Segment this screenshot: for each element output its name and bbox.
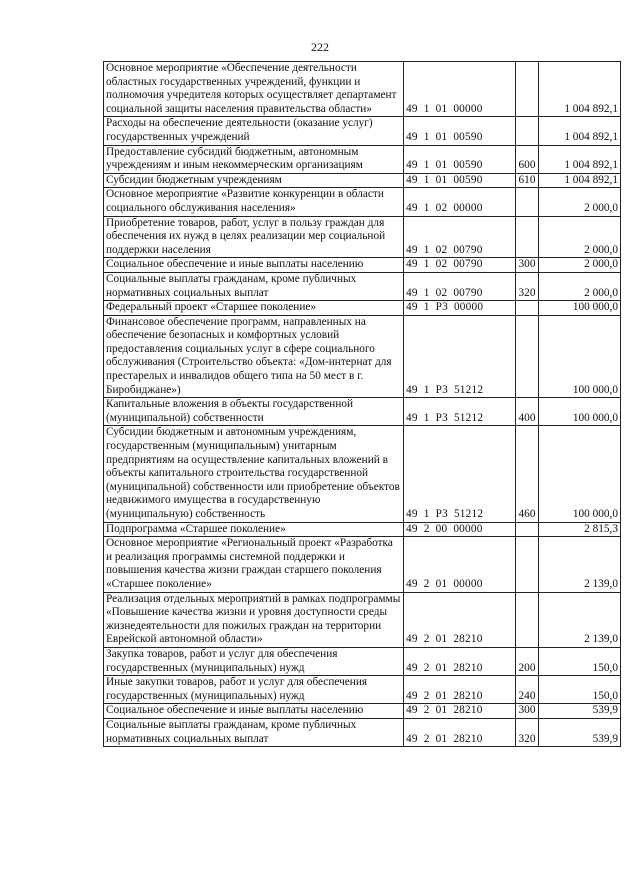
row-vr: [516, 216, 539, 258]
row-name: Социальное обеспечение и иные выплаты населению: [104, 258, 404, 273]
row-vr: [516, 62, 539, 117]
row-name: Приобретение товаров, работ, услуг в пользу граждан для обеспечения их нужд в целях реализации мер социальной поддержки населения: [104, 216, 404, 258]
row-vr: 300: [516, 258, 539, 273]
row-name: Социальное обеспечение и иные выплаты населению: [104, 704, 404, 719]
row-vr: 610: [516, 173, 539, 188]
row-code: 49 1 02 00000: [404, 188, 516, 216]
row-amount: 150,0: [539, 676, 621, 704]
row-code: 49 1 P3 51212: [404, 426, 516, 522]
row-name: Субсидии бюджетным учреждениям: [104, 173, 404, 188]
row-name: Реализация отдельных мероприятий в рамках подпрограммы «Повышение качества жизни и уровня доступности среды жизнедеятельности для пожилых граждан на территории Еврейской автономной области»: [104, 592, 404, 647]
row-code: 49 2 01 00000: [404, 537, 516, 592]
table-row: [104, 301, 621, 316]
table-row: [104, 272, 621, 300]
row-amount: 100 000,0: [539, 426, 621, 522]
row-name: Предоставление субсидий бюджетным, автономным учреждениям и иным некоммерческим организациям: [104, 145, 404, 173]
row-name: Подпрограмма «Старшее поколение»: [104, 522, 404, 537]
table-row: [104, 117, 621, 145]
table-row: [104, 398, 621, 426]
row-name: Расходы на обеспечение деятельности (оказание услуг) государственных учреждений: [104, 117, 404, 145]
row-amount: 100 000,0: [539, 301, 621, 316]
row-amount: 150,0: [539, 647, 621, 675]
row-vr: 400: [516, 398, 539, 426]
row-name: Основное мероприятие «Региональный проект «Разработка и реализация программы системной поддержки и повышения качества жизни граждан старшего поколения «Старшее поколение»: [104, 537, 404, 592]
row-code: 49 1 P3 51212: [404, 398, 516, 426]
budget-table: [103, 61, 621, 747]
table-row: [104, 647, 621, 675]
table-row: [104, 62, 621, 117]
row-code: 49 1 P3 51212: [404, 315, 516, 398]
row-vr: 200: [516, 647, 539, 675]
table-row: [104, 188, 621, 216]
table-row: [104, 426, 621, 522]
row-amount: 2 139,0: [539, 592, 621, 647]
row-code: 49 1 01 00590: [404, 117, 516, 145]
table-row: [104, 258, 621, 273]
row-code: 49 1 01 00000: [404, 62, 516, 117]
row-amount: 1 004 892,1: [539, 62, 621, 117]
table-row: [104, 537, 621, 592]
row-amount: 2 000,0: [539, 216, 621, 258]
row-code: 49 1 02 00790: [404, 272, 516, 300]
row-vr: 460: [516, 426, 539, 522]
row-vr: 320: [516, 718, 539, 746]
row-code: 49 2 01 28210: [404, 647, 516, 675]
page-number: 222: [311, 40, 329, 54]
row-vr: [516, 188, 539, 216]
row-vr: [516, 592, 539, 647]
row-code: 49 2 01 28210: [404, 592, 516, 647]
row-name: Социальные выплаты гражданам, кроме публичных нормативных социальных выплат: [104, 272, 404, 300]
row-code: 49 1 P3 00000: [404, 301, 516, 316]
budget-table-body: [104, 62, 621, 747]
table-row: [104, 522, 621, 537]
table-row: [104, 173, 621, 188]
row-vr: 600: [516, 145, 539, 173]
row-amount: 1 004 892,1: [539, 145, 621, 173]
row-name: Субсидии бюджетным и автономным учреждениям, государственным (муниципальным) унитарным предприятиям на осуществление капитальных вложений в объекты капитального строительства государственной (муниципальной) собственности или приобретение объектов недвижимого имущества в государственную (муниципальную) собственность: [104, 426, 404, 522]
table-row: [104, 676, 621, 704]
row-amount: 539,9: [539, 704, 621, 719]
row-vr: 320: [516, 272, 539, 300]
row-name: Основное мероприятие «Обеспечение деятельности областных государственных учреждений, функции и полномочия учредителя которых осуществляет департамент социальной защиты населения правительства области»: [104, 62, 404, 117]
row-name: Социальные выплаты гражданам, кроме публичных нормативных социальных выплат: [104, 718, 404, 746]
table-row: [104, 315, 621, 398]
row-vr: [516, 522, 539, 537]
row-amount: 539,9: [539, 718, 621, 746]
row-amount: 1 004 892,1: [539, 173, 621, 188]
row-amount: 2 000,0: [539, 188, 621, 216]
row-name: Основное мероприятие «Развитие конкуренции в области социального обслуживания населения»: [104, 188, 404, 216]
row-code: 49 2 01 28210: [404, 704, 516, 719]
row-vr: 300: [516, 704, 539, 719]
row-code: 49 2 01 28210: [404, 718, 516, 746]
row-code: 49 2 00 00000: [404, 522, 516, 537]
table-row: [104, 592, 621, 647]
table-row: [104, 718, 621, 746]
row-name: Иные закупки товаров, работ и услуг для обеспечения государственных (муниципальных) нужд: [104, 676, 404, 704]
row-vr: [516, 301, 539, 316]
table-row: [104, 704, 621, 719]
row-name: Финансовое обеспечение программ, направленных на обеспечение безопасных и комфортных условий предоставления социальных услуг в сфере социального обслуживания (Строительство объекта: «Дом-интернат для престарелых и инвалидов общего типа на 50 мест в г. Биробиджане»): [104, 315, 404, 398]
row-amount: 2 000,0: [539, 258, 621, 273]
row-amount: 100 000,0: [539, 315, 621, 398]
row-code: 49 2 01 28210: [404, 676, 516, 704]
row-code: 49 1 02 00790: [404, 216, 516, 258]
row-amount: 1 004 892,1: [539, 117, 621, 145]
table-row: [104, 216, 621, 258]
row-amount: 100 000,0: [539, 398, 621, 426]
row-vr: 240: [516, 676, 539, 704]
row-amount: 2 000,0: [539, 272, 621, 300]
row-vr: [516, 537, 539, 592]
row-code: 49 1 01 00590: [404, 145, 516, 173]
row-code: 49 1 01 00590: [404, 173, 516, 188]
row-name: Капитальные вложения в объекты государственной (муниципальной) собственности: [104, 398, 404, 426]
row-name: Федеральный проект «Старшее поколение»: [104, 301, 404, 316]
row-vr: [516, 315, 539, 398]
row-amount: 2 815,3: [539, 522, 621, 537]
row-vr: [516, 117, 539, 145]
row-amount: 2 139,0: [539, 537, 621, 592]
row-code: 49 1 02 00790: [404, 258, 516, 273]
row-name: Закупка товаров, работ и услуг для обеспечения государственных (муниципальных) нужд: [104, 647, 404, 675]
table-row: [104, 145, 621, 173]
